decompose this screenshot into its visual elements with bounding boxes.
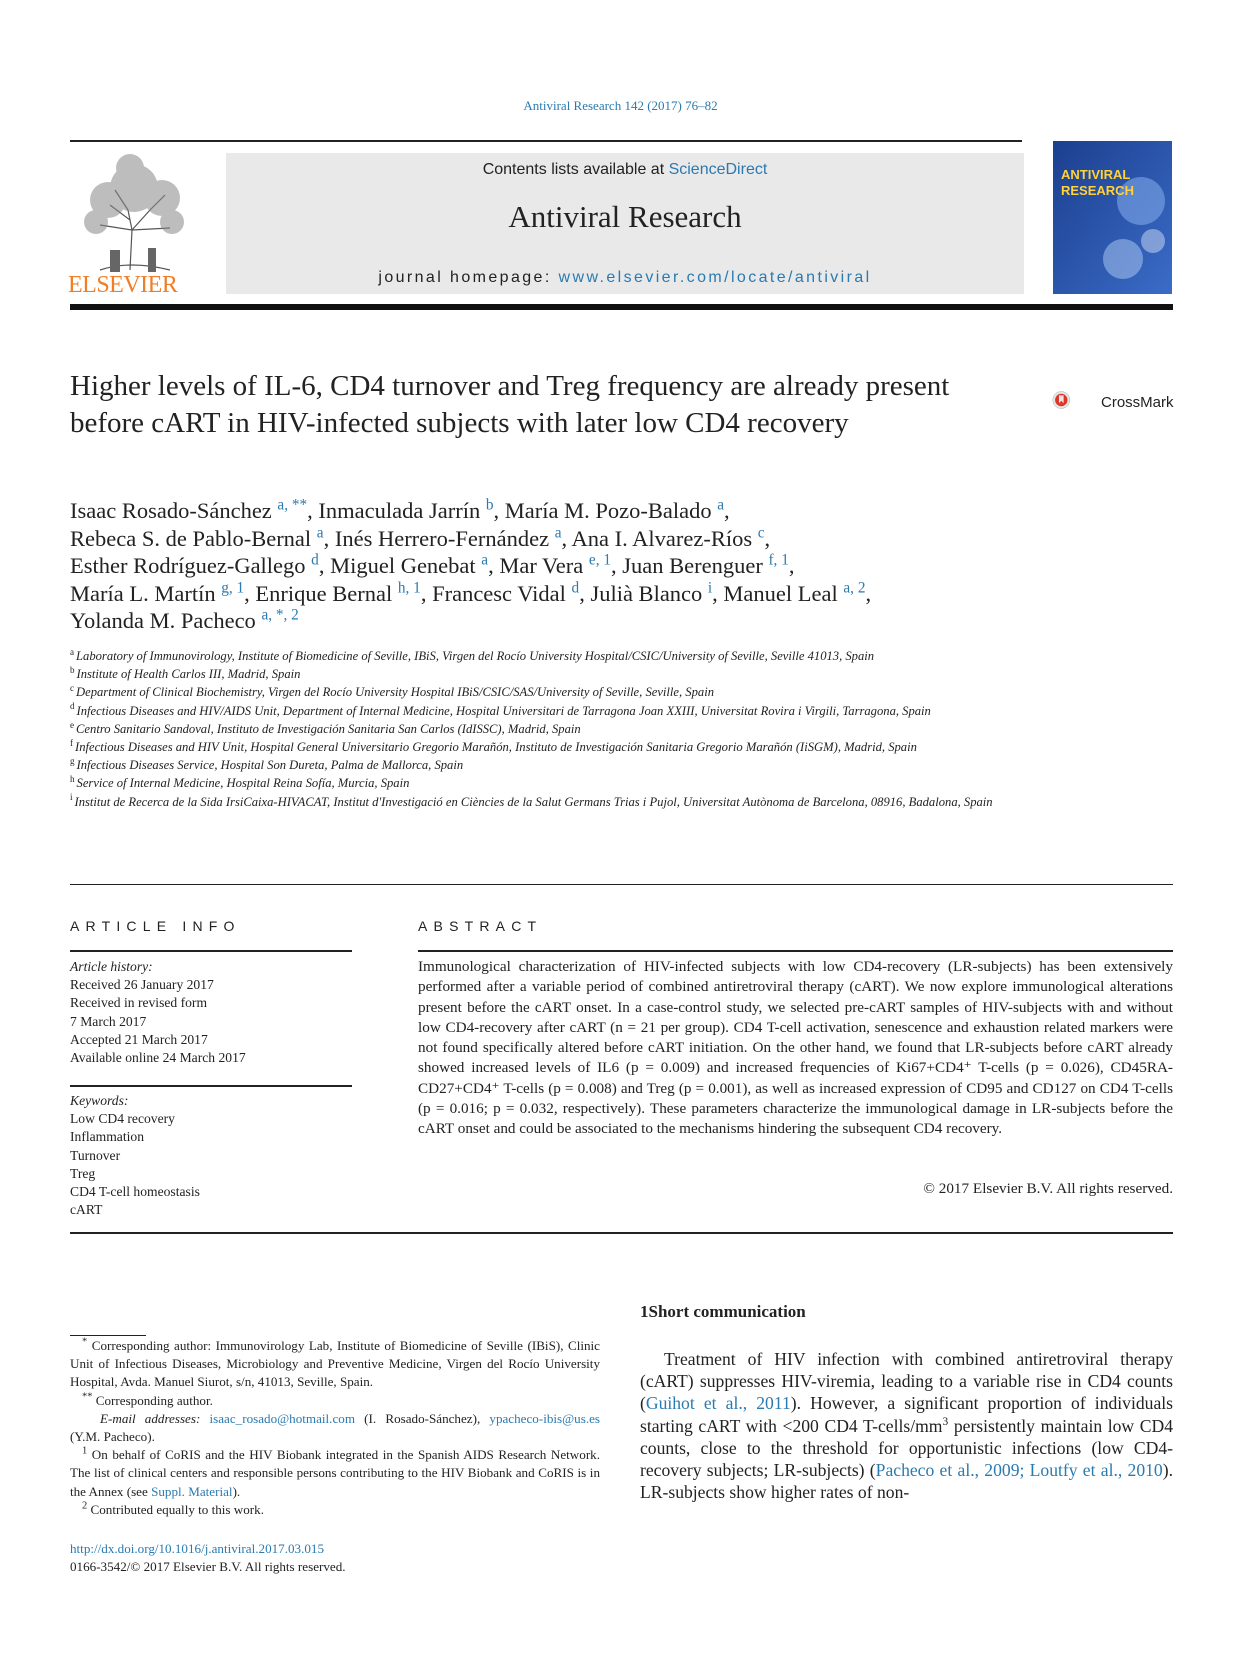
- history-item: Received 26 January 2017: [70, 977, 214, 993]
- author-separator: ,: [307, 498, 319, 523]
- author-separator: ,: [724, 498, 730, 523]
- footnote-corresponding: [70, 1337, 600, 1392]
- affiliation-mark: i: [70, 792, 73, 803]
- author-affiliation-mark[interactable]: d: [311, 551, 319, 569]
- footnote-mark: 2: [82, 1500, 88, 1512]
- affiliation-mark: h: [70, 774, 75, 785]
- article-title: Higher levels of IL-6, CD4 turnover and Treg frequency are already present before cART in HIV-infected subjects with later low CD4 recovery: [70, 370, 950, 439]
- issn-line: 0166-3542/© 2017 Elsevier B.V. All rights reserved.: [70, 1559, 346, 1574]
- section-divider: [70, 1232, 1173, 1234]
- author-affiliation-mark[interactable]: b: [485, 496, 494, 514]
- footnote-text: Corresponding author: Immunovirology Lab, Institute of Biomedicine of Seville (IBiS), Clinic Unit of Infectious Diseases, Microbiology and Preventive Medicine, Virgen del Rocío University Hospital, Avda. Manuel Siurot, s/n, 41013, Seville, Spain.: [70, 1338, 600, 1390]
- author-name[interactable]: Inés Herrero-Fernández: [334, 525, 550, 551]
- keyword-item: CD4 T-cell homeostasis: [70, 1184, 200, 1200]
- author-name[interactable]: Francesc Vidal: [432, 580, 566, 606]
- history-item: Accepted 21 March 2017: [70, 1031, 208, 1047]
- affiliation-item: [70, 720, 1030, 738]
- homepage-prefix: journal homepage:: [378, 269, 559, 286]
- author-separator: ,: [712, 580, 724, 606]
- author-affiliation-mark[interactable]: i: [707, 579, 713, 596]
- affiliation-mark: c: [70, 683, 75, 694]
- keywords: [70, 1092, 360, 1219]
- footnote-2: [70, 1501, 600, 1519]
- author-name[interactable]: Ana I. Alvarez-Ríos: [571, 525, 753, 551]
- history-item: Available online 24 March 2017: [70, 1050, 246, 1066]
- author-name[interactable]: Yolanda M. Pacheco: [70, 608, 256, 633]
- contents-prefix: Contents lists available at: [482, 161, 669, 178]
- email-label: E-mail addresses:: [100, 1410, 210, 1426]
- author-separator: ,: [788, 553, 795, 578]
- journal-title: Antiviral Research: [508, 199, 742, 234]
- author-affiliation-mark[interactable]: d: [571, 579, 580, 596]
- author-name[interactable]: Enrique Bernal: [255, 580, 393, 606]
- author-affiliation-mark[interactable]: h, 1: [397, 579, 421, 596]
- author-name[interactable]: Rebeca S. de Pablo-Bernal: [70, 525, 312, 551]
- author-name[interactable]: Juan Berenguer: [622, 553, 763, 578]
- affiliation-item: [70, 683, 1030, 701]
- affiliation-text: Department of Clinical Biochemistry, Virgen del Rocío University Hospital IBiS/CSIC/SAS/University of Seville, Seville, Spain: [76, 685, 714, 700]
- author-name[interactable]: Miguel Genebat: [330, 553, 476, 578]
- author-name[interactable]: Julià Blanco: [590, 580, 703, 606]
- footnote-1: [70, 1446, 600, 1501]
- author-affiliation-mark[interactable]: a, **: [277, 496, 308, 514]
- crossmark-icon[interactable]: [1052, 376, 1100, 424]
- keywords-label: Keywords:: [70, 1093, 129, 1108]
- author-affiliation-mark[interactable]: g, 1: [221, 579, 245, 596]
- header-rule-thick: [70, 304, 1173, 310]
- superscript: 3: [942, 1415, 949, 1428]
- affiliation-text: Infectious Diseases Service, Hospital Son Dureta, Palma de Mallorca, Spain: [76, 758, 464, 773]
- keyword-item: Treg: [70, 1165, 96, 1181]
- footnotes: [70, 1337, 600, 1519]
- affiliation-item: [70, 793, 1030, 811]
- author-separator: ,: [323, 525, 335, 551]
- affiliation-item: [70, 665, 1030, 683]
- affiliation-text: Laboratory of Immunovirology, Institute of Biomedicine of Seville, IBiS, Virgen del Rocío University Hospital/CSIC/University of Seville, Seville 41013, Spain: [76, 649, 875, 663]
- body-paragraph: [640, 1348, 1173, 1503]
- crossmark-label[interactable]: CrossMark: [1101, 394, 1174, 411]
- author-affiliation-mark[interactable]: a, 2: [843, 579, 866, 596]
- author-name[interactable]: María L. Martín: [70, 580, 216, 606]
- author-name[interactable]: Isaac Rosado-Sánchez: [70, 498, 272, 523]
- author-affiliation-mark[interactable]: a, *, 2: [261, 606, 299, 624]
- abstract-rule: [418, 950, 1173, 952]
- author-name[interactable]: Mar Vera: [499, 553, 584, 578]
- author-name[interactable]: Manuel Leal: [723, 580, 838, 606]
- article-info-heading: ARTICLE INFO: [70, 918, 241, 934]
- footnote-text: On behalf of CoRIS and the HIV Biobank integrated in the Spanish AIDS Research Network. The list of clinical centers and responsible persons contributing to the HIV Biobank and CoRIS is in the Annex (see: [70, 1447, 600, 1499]
- affiliation-text: Service of Internal Medicine, Hospital Reina Sofía, Murcia, Spain: [76, 776, 410, 791]
- affiliation-mark: d: [70, 701, 75, 712]
- journal-homepage-link[interactable]: www.elsevier.com/locate/antiviral: [558, 269, 872, 286]
- journal-citation[interactable]: Antiviral Research 142 (2017) 76–82: [523, 98, 718, 113]
- contents-line: [226, 161, 1024, 179]
- author-separator: ,: [764, 525, 771, 551]
- keyword-item: Inflammation: [70, 1129, 144, 1145]
- abstract-copyright: © 2017 Elsevier B.V. All rights reserved.: [923, 1180, 1173, 1197]
- email-owner: (I. Rosado-Sánchez),: [355, 1410, 490, 1426]
- body-text-run: ). LR-subjects show higher rates of non-: [640, 1460, 1173, 1503]
- email-link[interactable]: ypacheco-ibis@us.es: [489, 1410, 600, 1426]
- affiliation-item: [70, 647, 1030, 665]
- author-separator: ,: [244, 580, 256, 606]
- affiliation-text: Institut de Recerca de la Sida IrsiCaixa-HIVACAT, Institut d'Investigació en Ciències de la Salut Germans Trias i Pujol, Universitat Autònoma de Barcelona, 08916, Badalona, Spain: [74, 794, 993, 809]
- cover-title-line2: RESEARCH: [1061, 183, 1134, 198]
- affiliation-text: Centro Sanitario Sandoval, Instituto de Investigación Sanitaria San Carlos (IdISSC), Madrid, Spain: [76, 721, 581, 736]
- author-affiliation-mark[interactable]: f, 1: [768, 551, 789, 569]
- sciencedirect-link[interactable]: ScienceDirect: [668, 161, 768, 178]
- author-affiliation-mark[interactable]: a: [554, 524, 562, 541]
- body-text-run: persistently maintain low CD4 counts, close to the threshold for opportunistic infections (low CD4-recovery subjects; LR-subjects) (: [640, 1415, 1173, 1481]
- author-name[interactable]: Inmaculada Jarrín: [318, 498, 481, 523]
- author-affiliation-mark[interactable]: c: [757, 524, 765, 541]
- author-separator: ,: [611, 553, 623, 578]
- keyword-item: Turnover: [70, 1147, 121, 1163]
- affiliation-item: [70, 702, 1030, 720]
- cover-title-line1: ANTIVIRAL: [1061, 167, 1131, 182]
- journal-cover-image[interactable]: [1053, 141, 1172, 294]
- article-info-rule: [70, 950, 352, 952]
- author-separator: ,: [488, 553, 500, 578]
- affiliation-item: [70, 738, 1030, 756]
- footnote-mark: 1: [82, 1445, 88, 1457]
- author-name[interactable]: María M. Pozo-Balado: [504, 498, 712, 523]
- keyword-item: Low CD4 recovery: [70, 1111, 175, 1127]
- author-list: [70, 497, 1130, 635]
- section-divider: [70, 884, 1173, 885]
- suppl-material-link[interactable]: Suppl. Material: [151, 1483, 233, 1499]
- affiliation-list: [70, 647, 1030, 811]
- affiliation-mark: a: [70, 646, 75, 657]
- author-separator: ,: [561, 525, 572, 551]
- article-history: [70, 958, 360, 1067]
- abstract-heading: ABSTRACT: [418, 918, 543, 934]
- author-separator: ,: [579, 580, 591, 606]
- journal-masthead: [226, 153, 1024, 294]
- footnote-text: Corresponding author.: [95, 1392, 213, 1408]
- abstract-text: Immunological characterization of HIV-infected subjects with low CD4-recovery (LR-subjects) has been extensively performed after a variable period of combined antiretroviral therapy (cART). We now explore immunological alterations present before the cART onset. In a case-control study, we selected pre-cART samples of HIV-subjects with and without low CD4-recovery after cART (n = 21 per group). CD4 T-cell activation, senescence and exhaustion related markers were not found specifically altered before cART initiation. On the other hand, we found that LR-subjects before cART already showed increased levels of IL6 (p = 0.009) and increased frequencies of Ki67+CD4⁺ T-cells (p = 0.026), CD45RA-CD27+CD4⁺ T-cells (p = 0.008) and Treg (p = 0.001), as well as increased expression of CD95 and CD127 on CD4 T-cells (p = 0.016; p = 0.032, respectively). These parameters characterize the immunological damage in LR-subjects before the cART onset and could be associated to the mechanisms hindering the subsequent CD4 recovery.: [418, 958, 1173, 1138]
- author-affiliation-mark[interactable]: a: [481, 551, 489, 569]
- affiliation-mark: b: [70, 665, 75, 676]
- header-rule: [70, 140, 1022, 142]
- author-affiliation-mark[interactable]: e, 1: [588, 551, 611, 569]
- affiliation-text: Infectious Diseases and HIV/AIDS Unit, Department of Internal Medicine, Hospital Universitari de Tarragona Joan XXIII, Universitat Rovira i Virgili, Tarragona, Spain: [76, 703, 931, 718]
- email-link[interactable]: isaac_rosado@hotmail.com: [209, 1410, 356, 1426]
- footnote-text: Contributed equally to this work.: [90, 1501, 264, 1517]
- footnote-mark: **: [82, 1391, 93, 1403]
- homepage-line: [226, 269, 1024, 287]
- affiliation-text: Infectious Diseases and HIV Unit, Hospital General Universitario Gregorio Marañón, Instituto de Investigación Sanitaria Gregorio Marañón (IiSGM), Madrid, Spain: [75, 740, 917, 755]
- author-affiliation-mark[interactable]: a: [717, 496, 725, 514]
- author-name[interactable]: Esther Rodríguez-Gallego: [70, 553, 306, 578]
- affiliation-item: [70, 756, 1030, 774]
- footnote-corresponding-2: [70, 1392, 600, 1410]
- footnote-mark: *: [82, 1336, 88, 1348]
- elsevier-wordmark: ELSEVIER: [68, 272, 178, 298]
- author-separator: ,: [420, 580, 433, 606]
- author-separator: ,: [493, 498, 505, 523]
- footnote-text: ).: [232, 1483, 241, 1499]
- keyword-item: cART: [70, 1202, 103, 1218]
- body-text-run: Treatment of HIV infection with combined antiretroviral therapy (cART) suppresses HIV-viremia, leading to a variable rise in CD4 counts (: [640, 1349, 1173, 1414]
- author-affiliation-mark[interactable]: a: [316, 524, 324, 541]
- section-title: 1Short communication: [640, 1302, 806, 1321]
- author-separator: ,: [865, 580, 872, 606]
- history-label: Article history:: [70, 959, 153, 974]
- body-text-run: ). However, a significant proportion of individuals starting cART with <200 CD4 T-cells/mm: [640, 1393, 1173, 1436]
- affiliation-mark: g: [70, 756, 75, 767]
- footnote-emails: [70, 1410, 600, 1446]
- affiliation-item: [70, 774, 1030, 792]
- affiliation-mark: e: [70, 719, 75, 730]
- email-owner: (Y.M. Pacheco).: [70, 1429, 155, 1445]
- affiliation-text: Institute of Health Carlos III, Madrid, Spain: [76, 667, 301, 682]
- history-item: 7 March 2017: [70, 1013, 147, 1029]
- keywords-rule: [70, 1085, 352, 1087]
- reference-link[interactable]: Pacheco et al., 2009; Loutfy et al., 2010: [875, 1460, 1163, 1481]
- history-item: Received in revised form: [70, 995, 208, 1011]
- doi-link[interactable]: http://dx.doi.org/10.1016/j.antiviral.2017.03.015: [70, 1541, 324, 1556]
- reference-link[interactable]: Guihot et al., 2011: [645, 1393, 791, 1414]
- affiliation-mark: f: [70, 737, 74, 748]
- author-separator: ,: [318, 553, 331, 578]
